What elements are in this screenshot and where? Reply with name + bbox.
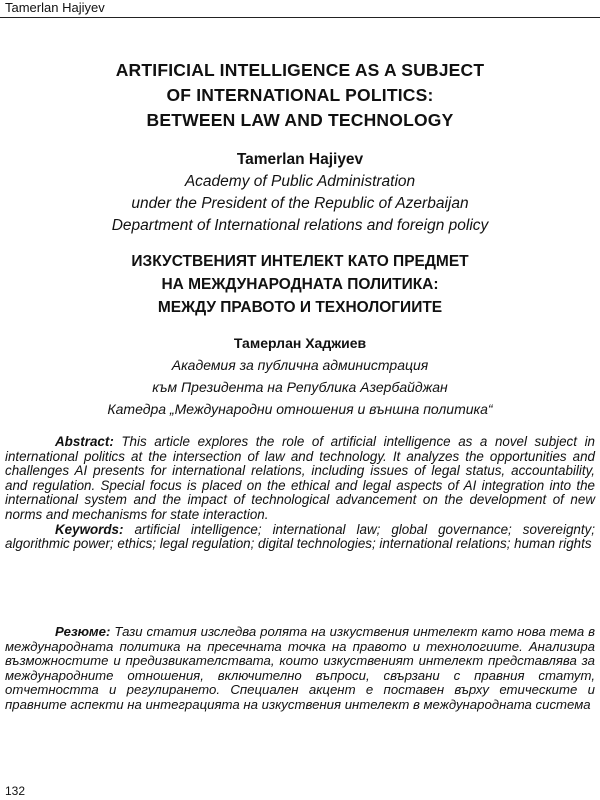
affiliation-en-line-2: under the President of the Republic of Azerbaijan: [131, 195, 469, 212]
affiliation-bg-line-2: към Президента на Република Азербайджан: [152, 379, 448, 395]
abstract-en: [5, 435, 595, 523]
abstract-bg: [5, 625, 595, 713]
title-en-line-1: ARTIFICIAL INTELLIGENCE AS A SUBJECT: [115, 60, 485, 80]
abstract-bg-section: [5, 625, 595, 713]
affiliation-bg-line-1: Академия за публична администрация: [171, 357, 429, 373]
abstract-bg-label: Резюме:: [55, 624, 111, 639]
running-head-author: Tamerlan Hajiyev: [5, 0, 105, 15]
author-en: Tamerlan Hajiyev: [236, 151, 364, 168]
abstract-en-text: This article explores the role of artificial intelligence as a novel subject in international politics at the intersection of law and technology. It analyzes the opportunities and challenges AI presents for international relations, including issues of legal status, accountability, and regulation. Special focus is placed on the ethical and legal aspects of AI integration into the international system and the impact of technological advancement on the development of new norms and mechanisms for state interaction.: [5, 434, 595, 522]
affiliation-en-line-3: Department of International relations and foreign policy: [111, 217, 489, 234]
keywords-en: [5, 523, 595, 552]
title-block: [0, 58, 600, 420]
title-bg-line-3: МЕЖДУ ПРАВОТО И ТЕХНОЛОГИИТЕ: [157, 299, 443, 316]
title-bg: [0, 250, 600, 319]
title-en-line-2: OF INTERNATIONAL POLITICS:: [166, 85, 434, 105]
abstract-en-label: Abstract:: [55, 434, 114, 449]
affiliation-en-line-1: Academy of Public Administration: [184, 173, 416, 190]
title-bg-line-1: ИЗКУСТВЕНИЯТ ИНТЕЛЕКТ КАТО ПРЕДМЕТ: [131, 253, 469, 270]
running-head: [0, 0, 600, 18]
title-bg-line-2: НА МЕЖДУНАРОДНАТА ПОЛИТИКА:: [161, 276, 439, 293]
keywords-en-text: artificial intelligence; international law; global governance; sovereignty; algorithmic power; ethics; legal regulation; digital technologies; international relations; human rights: [5, 521, 595, 552]
page-number: 132: [5, 784, 26, 798]
abstract-en-section: [5, 435, 595, 552]
title-en-line-3: BETWEEN LAW AND TECHNOLOGY: [146, 110, 454, 130]
author-bg: Тамерлан Хаджиев: [233, 335, 367, 351]
abstract-bg-text: Тази статия изследва ролята на изкуствения интелект като нова тема в международната политика на пресечната точка на правото и технологиите. Анализира възможностите и предизвикателствата, които изкуственият интелект представлява за международните отношения, включително въпроси, свързани с правния статут, отчетността и регулирането. Специален акцент е поставен върху етическите и правните аспекти на интеграцията на изкуствения интелект в международната система: [5, 624, 595, 712]
keywords-en-label: Keywords:: [55, 521, 124, 537]
affiliation-bg-line-3: Катедра „Международни отношения и външна политика“: [107, 401, 493, 417]
